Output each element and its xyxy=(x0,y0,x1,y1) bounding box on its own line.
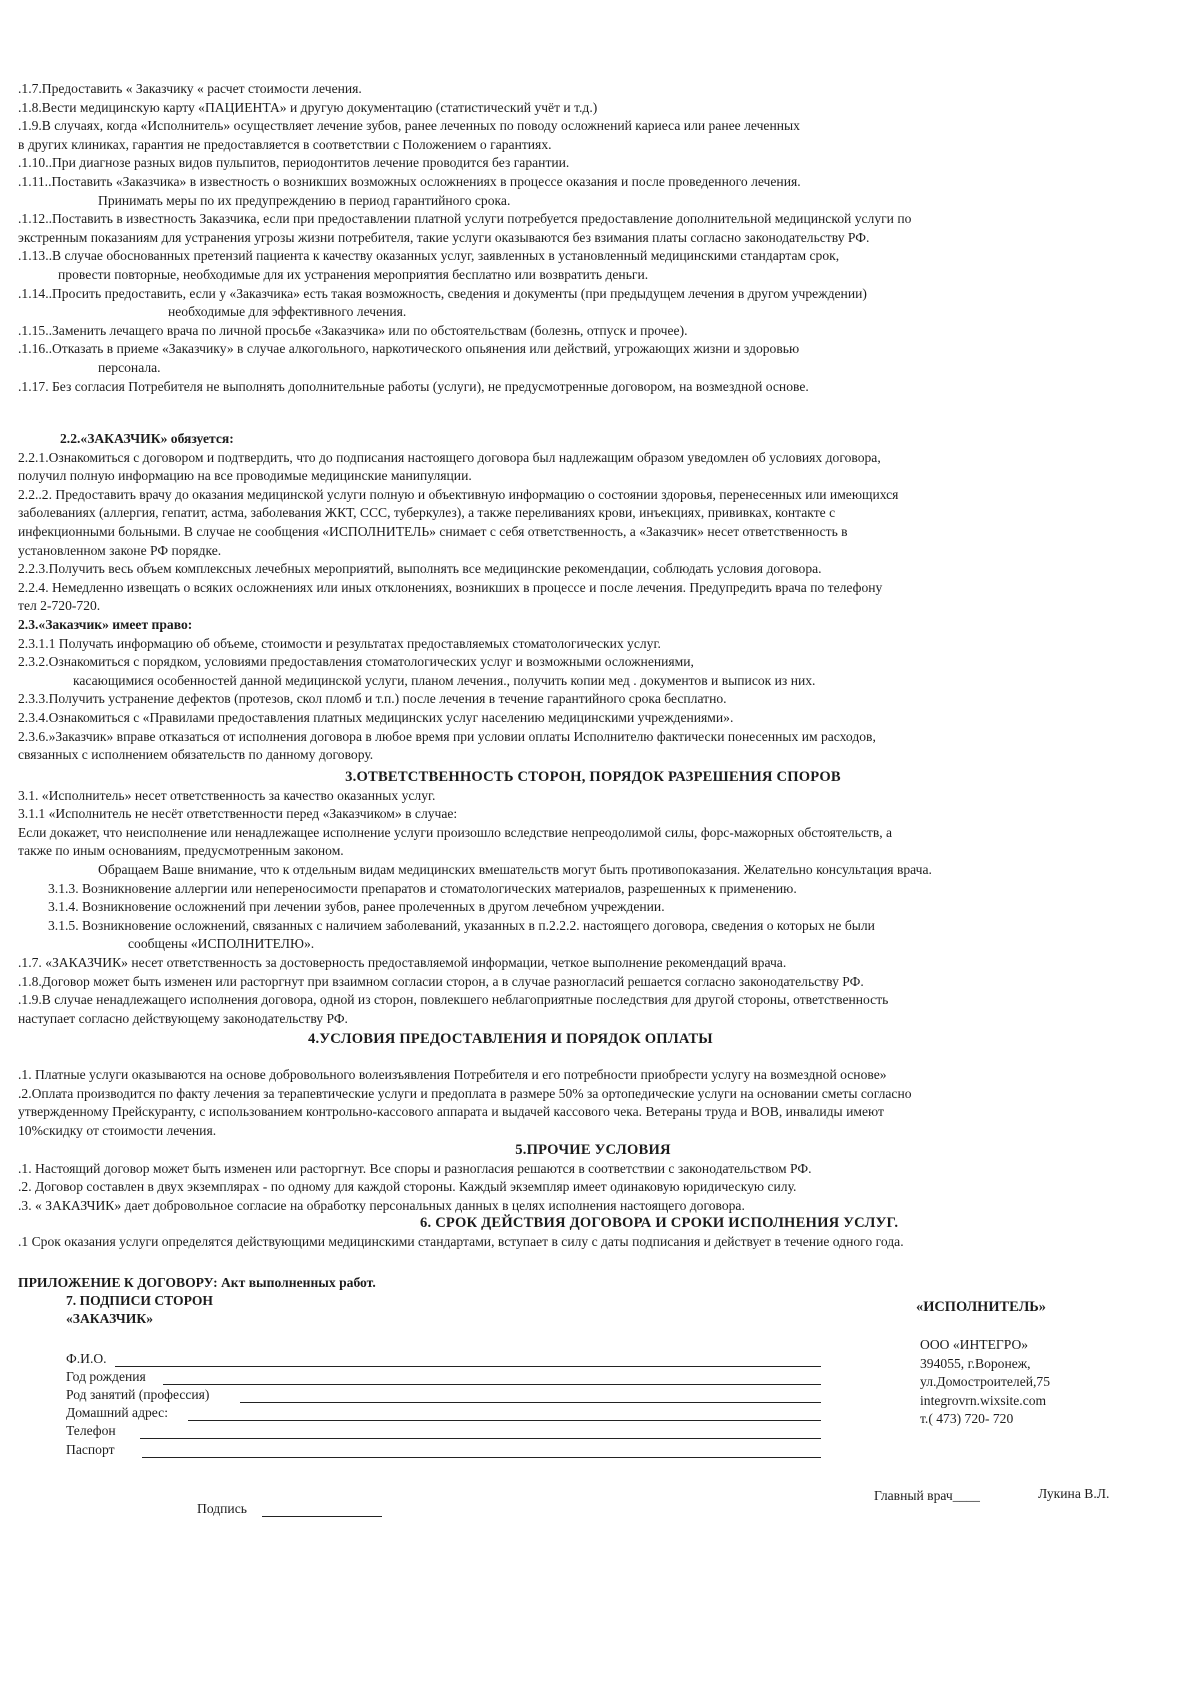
clause-6-1: .1 Срок оказания услуги определятся действующими медицинскими стандартами, вступает в силу с даты подписания и действует в течение одного года. xyxy=(18,1233,904,1249)
field-address-label: Домашний адрес: xyxy=(66,1405,168,1420)
section-payment xyxy=(18,1030,1168,1049)
field-occupation-label: Род занятий (профессия) xyxy=(66,1387,210,1402)
clause-2-2-2-cont2: инфекционными больными. В случае не сообщения «ИСПОЛНИТЕЛЬ» снимает с себя ответственность, а «Заказчик» несет ответственность в xyxy=(18,523,848,539)
field-birth-year-line[interactable] xyxy=(163,1384,821,1385)
field-fio-label: Ф.И.О. xyxy=(66,1351,107,1366)
clause-1-12: .1.12..Поставить в известность Заказчика, если при предоставлении платной услуги потребуется предоставление дополнительной медицинской услуги по xyxy=(18,211,912,227)
clause-1-9: .1.9.В случаях, когда «Исполнитель» осуществляет лечение зубов, ранее леченных по поводу осложнений кариеса или ранее леченных xyxy=(18,118,800,134)
clause-3-1-5: 3.1.5. Возникновение осложнений, связанных с наличием заболеваний, указанных в п.2.2.2. настоящего договора, сведения о которых не были xyxy=(48,917,875,933)
clause-2-2-2-cont3: установленном законе РФ порядке. xyxy=(18,542,222,558)
clause-1-8: .1.8.Вести медицинскую карту «ПАЦИЕНТА» и другую документацию (статистический учёт и т.д.) xyxy=(18,99,598,115)
clause-2-3-6: 2.3.6.»Заказчик» вправе отказаться от исполнения договора в любое время при условии оплаты Исполнителю фактически понесенных им расходов, xyxy=(18,728,876,744)
clause-1-10: .1.10..При диагнозе разных видов пульпитов, периодонтитов лечение проводится без гарантии. xyxy=(18,155,570,171)
clause-2-2-2-cont1: заболеваниях (аллергия, гепатит, астма, заболевания ЖКТ, ССС, туберкулез), а также переливаниях крови, инъекциях, прививках, контакте с xyxy=(18,505,836,521)
clause-3-1-1-cont1: Если докажет, что неисполнение или ненадлежащее исполнение услуги произошло вследствие непреодолимой силы, форс-мажорных обстоятельств, а xyxy=(18,824,893,840)
executor-title: «ИСПОЛНИТЕЛЬ» xyxy=(916,1299,1046,1315)
clause-3-1-4: 3.1.4. Возникновение осложнений при лечении зубов, ранее пролеченных в другом лечебном учреждении. xyxy=(48,899,665,915)
clause-3-1-9: .1.9.В случае ненадлежащего исполнения договора, одной из сторон, повлекшего неблагоприятные последствия для другой стороны, ответственность xyxy=(18,992,889,1008)
clause-2-3-3: 2.3.3.Получить устранение дефектов (протезов, скол пломб и т.п.) после лечения в течение гарантийного срока бесплатно. xyxy=(18,691,727,707)
field-phone-line[interactable] xyxy=(140,1438,821,1439)
clause-4-2: .2.Оплата производится по факту лечения за терапевтические услуги и предоплата в размере 50% за ортопедические услуги на основании сметы согласно xyxy=(18,1085,912,1101)
section-2-2-heading: 2.2.«ЗАКАЗЧИК» обязуется: xyxy=(60,431,234,446)
clause-2-3-6-cont: связанных с исполнением обязательств по данному договору. xyxy=(18,747,374,763)
executor-postal: 394055, г.Воронеж, xyxy=(920,1355,1031,1371)
section-6-heading: 6. СРОК ДЕЙСТВИЯ ДОГОВОРА И СРОКИ ИСПОЛНЕНИЯ УСЛУГ. xyxy=(420,1215,899,1231)
clause-1-11-cont: Принимать меры по их предупреждению в период гарантийного срока. xyxy=(98,192,511,208)
clause-1-15: .1.15..Заменить лечащего врача по личной просьбе «Заказчика» или по обстоятельствам (болезнь, отпуск и прочее). xyxy=(18,322,688,338)
clause-4-2-cont1: утвержденному Прейскуранту, с использованием контрольно-кассового аппарата и выдачей кассового чека. Ветераны труда и ВОВ, инвалиды имеют xyxy=(18,1104,884,1120)
clause-2-2-4-phone: тел 2-720-720. xyxy=(18,598,101,614)
clause-1-7: .1.7.Предоставить « Заказчику « расчет стоимости лечения. xyxy=(18,81,362,96)
clause-5-1: .1. Настоящий договор может быть изменен или расторгнут. Все споры и разногласия решаются в соответствии с законодательством РФ. xyxy=(18,1160,812,1176)
section-5-heading: 5.ПРОЧИЕ УСЛОВИЯ xyxy=(515,1142,671,1158)
clause-2-2-3: 2.2.3.Получить весь объем комплексных лечебных мероприятий, выполнять все медицинские рекомендации, соблюдать условия договора. xyxy=(18,561,822,577)
executor-phone: т.( 473) 720- 720 xyxy=(920,1411,1014,1426)
clause-2-2-2: 2.2..2. Предоставить врачу до оказания медицинской услуги полную и объективную информацию о состоянии здоровья, перенесенных или имеющихся xyxy=(18,486,899,502)
section-term xyxy=(18,1214,1168,1251)
clause-1-12-cont: экстренным показаниям для устранения угрозы жизни потребителя, такие услуги оказываются без взимания платы согласно законодательству РФ. xyxy=(18,229,870,245)
clause-5-3: .3. « ЗАКАЗЧИК» дает добровольное согласие на обработку персональных данных в целях исполнения настоящего договора. xyxy=(18,1197,745,1213)
section-customer-obligations xyxy=(18,430,1168,765)
clause-1-13: .1.13..В случае обоснованных претензий пациента к качеству оказанных услуг, заявленных в установленный медицинскими стандартам срок, xyxy=(18,248,840,264)
section-2-3-heading: 2.3.«Заказчик» имеет право: xyxy=(18,616,193,632)
field-passport-line[interactable] xyxy=(142,1457,821,1458)
signature-line[interactable] xyxy=(262,1516,382,1517)
clause-1-17: .1.17. Без согласия Потребителя не выполнять дополнительные работы (услуги), не предусмотренные договором, на возмездной основе. xyxy=(18,378,809,394)
clause-2-3-1-1: 2.3.1.1 Получать информацию об объеме, стоимости и результатах предоставляемых стоматологических услуг. xyxy=(18,635,661,651)
clause-1-14-cont: необходимые для эффективного лечения. xyxy=(168,304,407,320)
clause-3-1: 3.1. «Исполнитель» несет ответственность за качество оказанных услуг. xyxy=(18,787,436,803)
clause-1-13-cont: провести повторные, необходимые для их устранения мероприятия бесплатно или возвратить деньги. xyxy=(58,266,649,282)
clause-2-2-4: 2.2.4. Немедленно извещать о всяких осложнениях или иных отклонениях, возникших в процессе и после лечения. Предупредить врача по телефону xyxy=(18,579,883,595)
clause-3-1-5-cont: сообщены «ИСПОЛНИТЕЛЮ». xyxy=(128,936,315,952)
executor-company: ООО «ИНТЕГРО» xyxy=(920,1337,1029,1352)
clause-3-1-3: 3.1.3. Возникновение аллергии или непереносимости препаратов и стоматологических материалов, разрешенных к применению. xyxy=(48,880,797,896)
chief-doctor-name: Лукина В.Л. xyxy=(1038,1486,1110,1501)
clause-2-3-4: 2.3.4.Ознакомиться с «Правилами предоставления платных медицинских услуг населению медицинскими учреждениями». xyxy=(18,709,734,725)
clause-2-2-1-cont: получил полную информацию на все проводимые медицинские манипуляции. xyxy=(18,468,472,484)
section-executor-rights xyxy=(18,80,1168,396)
executor-details xyxy=(920,1336,1050,1429)
clause-2-2-1: 2.2.1.Ознакомиться с договором и подтвердить, что до подписания настоящего договора был надлежащим образом уведомлен об условиях договора, xyxy=(18,449,881,465)
signature-label: Подпись xyxy=(197,1501,247,1516)
section-4-heading: 4.УСЛОВИЯ ПРЕДОСТАВЛЕНИЯ И ПОРЯДОК ОПЛАТЫ xyxy=(308,1031,713,1047)
clause-2-3-2: 2.3.2.Ознакомиться с порядком, условиями предоставления стоматологических услуг и возможными осложнениями, xyxy=(18,654,694,670)
field-birth-year-label: Год рождения xyxy=(66,1369,146,1384)
section-responsibility xyxy=(18,768,1168,1028)
field-address-line[interactable] xyxy=(188,1420,821,1421)
field-passport-label: Паспорт xyxy=(66,1442,115,1457)
clause-1-16: .1.16..Отказать в приеме «Заказчику» в случае алкогольного, наркотического опьянения или действий, угрожающих жизни и здоровью xyxy=(18,341,800,357)
clause-3-1-8: .1.8.Договор может быть изменен или расторгнут при взаимном согласии сторон, а в случае разногласий решается согласно законодательству РФ. xyxy=(18,973,864,989)
signatures-heading: 7. ПОДПИСИ СТОРОН xyxy=(66,1293,214,1308)
clause-3-1-9-cont: наступает согласно действующему законодательству РФ. xyxy=(18,1010,348,1026)
clause-4-1: .1. Платные услуги оказываются на основе добровольного волеизъявления Потребителя и его потребности приобрести услугу на возмездной основе» xyxy=(18,1067,887,1082)
field-fio-line[interactable] xyxy=(115,1366,821,1367)
section-payment-body xyxy=(18,1066,1168,1140)
clause-1-9-cont: в других клиниках, гарантия не предоставляется в соответствии с Положением о гарантиях. xyxy=(18,136,552,152)
clause-3-1-1-cont2: также по иным основаниям, предусмотренным законом. xyxy=(18,843,344,859)
clause-5-2: .2. Договор составлен в двух экземплярах - по одному для каждой стороны. Каждый экземпляр имеет одинаковую юридическую силу. xyxy=(18,1179,797,1195)
executor-website: integrovrn.wixsite.com xyxy=(920,1392,1047,1408)
field-phone-label: Телефон xyxy=(66,1423,116,1438)
clause-3-1-7: .1.7. «ЗАКАЗЧИК» несет ответственность за достоверность предоставляемой информации, четкое выполнение рекомендаций врача. xyxy=(18,954,787,970)
section-3-heading: 3.ОТВЕТСТВЕННОСТЬ СТОРОН, ПОРЯДОК РАЗРЕШЕНИЯ СПОРОВ xyxy=(345,769,841,785)
clause-1-14: .1.14..Просить предоставить, если у «Заказчика» есть такая возможность, сведения и документы (при предыдущем лечения в другом учреждении) xyxy=(18,285,867,301)
executor-street: ул.Домостроителей,75 xyxy=(920,1374,1050,1389)
clause-3-1-1: 3.1.1 «Исполнитель не несёт ответственности перед «Заказчиком» в случае: xyxy=(18,806,458,822)
section-other xyxy=(18,1141,1168,1215)
appendix-line: ПРИЛОЖЕНИЕ К ДОГОВОРУ: Акт выполненных работ. xyxy=(18,1275,376,1290)
clause-4-2-cont2: 10%скидку от стоимости лечения. xyxy=(18,1122,217,1138)
field-occupation-line[interactable] xyxy=(240,1402,821,1403)
chief-doctor-label: Главный врач____ xyxy=(874,1488,980,1503)
customer-title: «ЗАКАЗЧИК» xyxy=(66,1311,153,1326)
clause-2-3-2-cont: касающимися особенностей данной медицинской услуги, планом лечения., получить копии мед . документов и выписок из них. xyxy=(73,672,816,688)
clause-1-11: .1.11..Поставить «Заказчика» в известность о возникших возможных осложнениях в процессе оказания и после проведенного лечения. xyxy=(18,173,801,189)
clause-attention: Обращаем Ваше внимание, что к отдельным видам медицинских вмешательств могут быть противопоказания. Желательно консультация врача. xyxy=(98,861,932,877)
clause-1-16-cont: персонала. xyxy=(98,359,161,375)
